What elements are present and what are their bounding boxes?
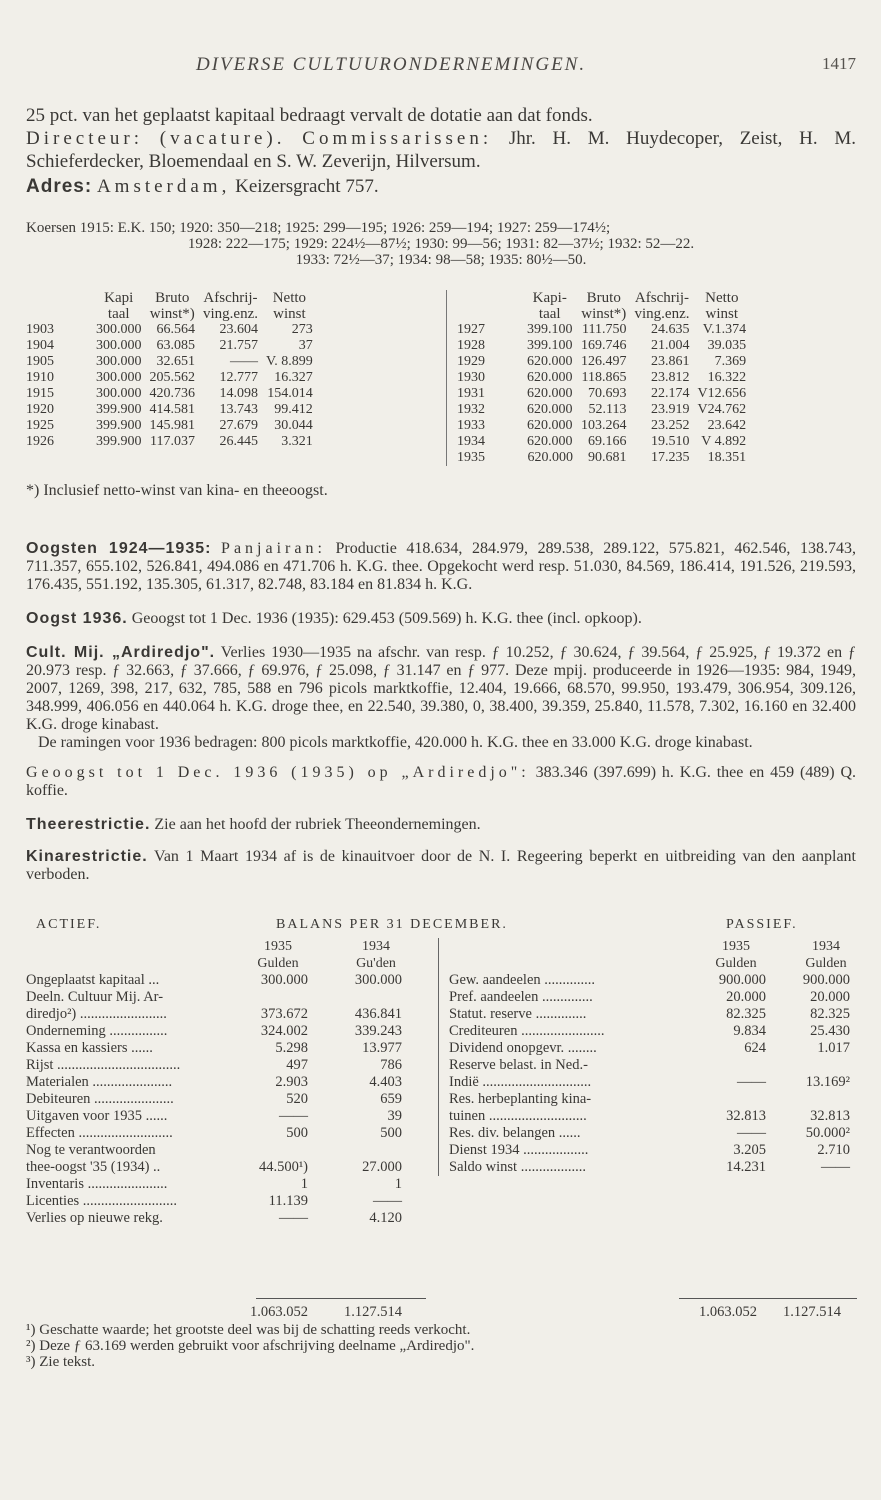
balance-item-value: 2.710 — [817, 1142, 850, 1158]
unit-gulden: Gulden — [805, 956, 847, 971]
kinarestrictie-label: Kinarestrictie. — [26, 848, 148, 865]
table-header-row — [447, 290, 751, 306]
balance-item-value: —— — [821, 1159, 850, 1175]
balance-item-value: 1 — [394, 1176, 402, 1192]
total-rule — [256, 1298, 426, 1299]
cell-kapitaal: 399.900 — [96, 402, 142, 417]
balance-item-value: 32.813 — [726, 1108, 766, 1124]
cell-netto: 154.014 — [267, 386, 313, 401]
balance-item-value: —— — [279, 1210, 308, 1226]
financial-table-right — [446, 290, 750, 466]
table-row — [26, 354, 317, 370]
year-1935: 1935 — [264, 939, 292, 954]
table-row — [26, 338, 317, 354]
balance-item-label: Debiteuren ...................... — [26, 1091, 174, 1107]
table-row — [447, 386, 751, 402]
balance-item-label: Nog te verantwoorden — [26, 1142, 156, 1158]
footnote-1: ¹) Geschatte waarde; het grootste deel was bij de schatting reeds verkocht. — [26, 1322, 471, 1338]
balance-row — [449, 1074, 856, 1091]
cell-netto: 30.044 — [274, 418, 313, 433]
balance-item-label: Deeln. Cultuur Mij. Ar- — [26, 989, 164, 1005]
document-page — [26, 44, 856, 1370]
passief-rows — [449, 972, 856, 1176]
balance-item-value: 500 — [380, 1125, 402, 1141]
balance-item-label: Materialen ...................... — [26, 1074, 173, 1090]
cell-year: 1929 — [457, 354, 485, 369]
cell-bruto: 117.037 — [150, 434, 195, 449]
balance-item-value: 4.120 — [369, 1210, 402, 1226]
balance-item-value: —— — [279, 1108, 308, 1124]
balance-item-value: 11.139 — [268, 1193, 308, 1209]
balance-row — [26, 972, 426, 989]
balance-item-value: 300.000 — [354, 972, 402, 988]
cell-netto: 39.035 — [707, 338, 747, 353]
balance-title: BALANS PER 31 DECEMBER. — [276, 917, 508, 932]
col-subheader: taal — [538, 306, 561, 322]
cell-year: 1904 — [26, 338, 54, 353]
cell-netto: 16.327 — [274, 370, 313, 385]
table-row — [447, 354, 751, 370]
cell-afschrijving: 13.743 — [219, 402, 258, 417]
table-footnote: *) Inclusief netto-winst van kina- en theeoogst. — [26, 482, 328, 499]
balance-item-value: 3.205 — [733, 1142, 766, 1158]
footnote-3: ³) Zie tekst. — [26, 1354, 96, 1370]
balance-row — [26, 1210, 426, 1227]
theerestrictie-block — [26, 816, 856, 834]
balance-item-label: Res. div. belangen ...... — [449, 1125, 581, 1141]
footnote-2: ²) Deze ƒ 63.169 werden gebruikt voor afschrijving deelname „Ardiredjo". — [26, 1338, 475, 1354]
col-header-netto: Netto — [272, 290, 307, 306]
cell-kapitaal: 399.100 — [527, 322, 573, 337]
cell-bruto: 63.085 — [156, 338, 195, 353]
col-subheader: winst — [705, 306, 739, 322]
cult-label: Cult. Mij. „Ardiredjo". — [26, 644, 216, 661]
cult-ramingen: De ramingen voor 1936 bedragen: 800 picols marktkoffie, 420.000 h. K.G. thee en 33.000 K.G. droge kinabast. — [38, 734, 753, 751]
col-header-netto: Netto — [705, 290, 739, 306]
balance-item-value: 900.000 — [718, 972, 766, 988]
theerestrictie-text: Zie aan het hoofd der rubriek Theeondernemingen. — [154, 816, 481, 833]
cell-year: 1930 — [457, 370, 485, 385]
balance-item-value: 32.813 — [810, 1108, 850, 1124]
cell-netto: V 4.892 — [701, 434, 747, 449]
cell-afschrijving: 23.861 — [650, 354, 690, 369]
cell-afschrijving: —— — [229, 354, 258, 369]
cell-netto: 23.642 — [707, 418, 747, 433]
cell-year: 1927 — [457, 322, 485, 337]
balance-item-value: 39 — [387, 1108, 402, 1124]
cell-bruto: 66.564 — [156, 322, 195, 337]
table-row — [447, 322, 751, 338]
balance-item-value: 20.000 — [810, 989, 850, 1005]
cell-netto: 18.351 — [707, 450, 747, 465]
cult-geoogst-label: Geoogst tot 1 Dec. 1936 (1935) op „Ardiredjo": — [26, 764, 530, 781]
balance-item-value: 82.325 — [726, 1006, 766, 1022]
cell-year: 1915 — [26, 386, 54, 401]
balance-item-value: 659 — [380, 1091, 402, 1107]
balance-item-label: Gew. aandeelen .............. — [449, 972, 596, 988]
table-header-row — [26, 290, 317, 306]
commissarissen-value: Jhr. H. M. Huydecoper, Zeist, H. M. Schieferdecker, Bloemendaal en S. W. Zeverijn, Hilversum. — [26, 128, 857, 172]
balance-item-label: tuinen ........................... — [449, 1108, 587, 1124]
balance-actief-heading: ACTIEF. — [36, 917, 102, 932]
balance-item-value: 339.243 — [354, 1023, 402, 1039]
table-row — [447, 338, 751, 354]
balance-row — [449, 989, 856, 1006]
cell-kapitaal: 620.000 — [527, 402, 573, 417]
table-row — [447, 402, 751, 418]
koersen-line-1: Koersen 1915: E.K. 150; 1920: 350—218; 1925: 299—195; 1926: 259—194; 1927: 259—174½; — [26, 220, 611, 236]
passief-total-row — [449, 1304, 847, 1321]
balance-row — [26, 1142, 426, 1159]
unit-gulden: Gulden — [715, 956, 757, 971]
cell-kapitaal: 620.000 — [527, 450, 573, 465]
cell-kapitaal: 300.000 — [96, 354, 142, 369]
table-row — [447, 370, 751, 386]
cell-afschrijving: 17.235 — [650, 450, 690, 465]
balance-item-value: 624 — [744, 1040, 766, 1056]
running-title: DIVERSE CULTUURONDERNEMINGEN. — [196, 54, 587, 75]
balance-item-label: Rijst .................................. — [26, 1057, 181, 1073]
balance-item-value: 500 — [286, 1125, 308, 1141]
theerestrictie-label: Theerestrictie. — [26, 816, 151, 833]
balance-item-value: —— — [737, 1125, 766, 1141]
cult-block — [26, 644, 856, 800]
cell-kapitaal: 300.000 — [96, 322, 142, 337]
cell-bruto: 111.750 — [582, 322, 627, 337]
balance-row — [449, 1040, 856, 1057]
cell-bruto: 69.166 — [588, 434, 627, 449]
cell-afschrijving: 19.510 — [650, 434, 690, 449]
balance-row — [26, 1108, 426, 1125]
cell-bruto: 32.651 — [156, 354, 195, 369]
cell-bruto: 52.113 — [588, 402, 627, 417]
table-row — [447, 418, 751, 434]
balance-item-label: Statut. reserve .............. — [449, 1006, 587, 1022]
oogst1936-label: Oogst 1936. — [26, 610, 128, 627]
balance-item-value: 4.403 — [369, 1074, 402, 1090]
cell-bruto: 414.581 — [149, 402, 195, 417]
balance-item-value: 1 — [300, 1176, 308, 1192]
cell-afschrijving: 23.812 — [650, 370, 690, 385]
actief-total-row — [26, 1304, 426, 1321]
balance-item-value: 50.000² — [805, 1125, 850, 1141]
balance-item-label: Uitgaven voor 1935 ...... — [26, 1108, 168, 1124]
cell-netto: 99.412 — [274, 402, 313, 417]
table-row — [26, 386, 317, 402]
cell-year: 1903 — [26, 322, 54, 337]
oogst1936-block — [26, 610, 856, 628]
cell-year: 1926 — [26, 434, 54, 449]
cell-bruto: 126.497 — [581, 354, 627, 369]
col-subheader: ving.enz. — [634, 306, 690, 322]
cell-kapitaal: 300.000 — [96, 338, 142, 353]
cell-year: 1925 — [26, 418, 54, 433]
cell-afschrijving: 12.777 — [219, 370, 258, 385]
cult-text: Verlies 1930—1935 na afschr. van resp. ƒ 10.252, ƒ 30.624, ƒ 39.564, ƒ 25.925, ƒ 19.372 en ƒ 20.973 resp. ƒ 32.663, ƒ 37.666, ƒ 69.976, ƒ 25.098, ƒ 31.147 en ƒ 977. Deze mpij. produceerde in 1926—1935: 984, 1949, 2007, 1269, 398, 217, 632, 785, 588 en 796 picols marktkoffie, 12.404, 19.666, 68.570, 99.950, 193.479, 306.954, 309.126, 348.999, 406.056 en 440.064 h. K.G. droge thee, en 22.540, 39.380, 0, 38.400, 39.359, 25.840, 11.578, 7.302, 16.160 en 32.400 K.G. droge kinabast. — [26, 644, 856, 733]
cell-netto: 273 — [291, 322, 313, 337]
balance-passief-heading: PASSIEF. — [726, 917, 798, 932]
balance-item-value: 1.017 — [817, 1040, 850, 1056]
cell-year: 1935 — [457, 450, 485, 465]
balance-item-label: Dividend onopgevr. ........ — [449, 1040, 597, 1056]
balance-headings — [26, 916, 856, 938]
cell-kapitaal: 620.000 — [527, 434, 573, 449]
cell-netto: 37 — [298, 338, 313, 353]
col-subheader: taal — [107, 306, 130, 322]
directeur-value: (vacature). — [159, 128, 286, 149]
balance-item-value: 20.000 — [726, 989, 766, 1005]
balance-actief-column — [26, 938, 426, 1320]
page-number: 1417 — [822, 54, 856, 73]
cell-netto: V12.656 — [697, 386, 747, 401]
oogsten-place: Panjairan: — [221, 540, 326, 557]
intro-line: 25 pct. van het geplaatst kapitaal bedraagt vervalt de dotatie aan dat fonds. — [26, 105, 593, 126]
col-header-bruto: Bruto — [155, 290, 190, 306]
col-header-kapitaal: Kapi — [104, 290, 134, 306]
balance-row — [26, 989, 426, 1006]
cell-kapitaal: 399.900 — [96, 418, 142, 433]
cell-netto: 16.322 — [707, 370, 747, 385]
balance-item-value: 27.000 — [362, 1159, 402, 1175]
balance-item-value: 436.841 — [354, 1006, 402, 1022]
total-rule — [679, 1298, 857, 1299]
balance-row — [449, 972, 856, 989]
balance-row — [449, 1091, 856, 1108]
cell-afschrijving: 23.252 — [650, 418, 690, 433]
balance-row — [449, 1159, 856, 1176]
cell-kapitaal: 620.000 — [527, 370, 573, 385]
balance-item-value: 520 — [286, 1091, 308, 1107]
balance-row — [26, 1006, 426, 1023]
cell-bruto: 90.681 — [588, 450, 627, 465]
cell-afschrijving: 22.174 — [650, 386, 690, 401]
balance-row — [449, 1108, 856, 1125]
col-subheader: winst — [273, 306, 306, 322]
actief-total-1934: 1.127.514 — [344, 1304, 402, 1320]
cell-netto: V24.762 — [697, 402, 747, 417]
balance-item-label: Pref. aandeelen .............. — [449, 989, 593, 1005]
cell-kapitaal: 399.100 — [527, 338, 573, 353]
balance-item-value: 2.903 — [275, 1074, 308, 1090]
cell-afschrijving: 26.445 — [219, 434, 258, 449]
balance-item-label: Res. herbeplanting kina- — [449, 1091, 592, 1107]
cult-geoogst-text: 383.346 (397.699) h. K.G. thee en 459 (489) Q. koffie. — [26, 764, 857, 799]
directeur-label: Directeur: — [26, 128, 144, 149]
cell-year: 1933 — [457, 418, 485, 433]
cell-bruto: 169.746 — [581, 338, 627, 353]
cell-afschrijving: 21.004 — [650, 338, 690, 353]
cell-afschrijving: 21.757 — [219, 338, 258, 353]
oogst1936-text: Geoogst tot 1 Dec. 1936 (1935): 629.453 (509.569) h. K.G. thee (incl. opkoop). — [131, 610, 642, 627]
col-header-afschrijving: Afschrij- — [634, 290, 690, 306]
balance-row — [26, 1023, 426, 1040]
passief-total-1934: 1.127.514 — [783, 1304, 841, 1320]
balance-row — [26, 1193, 426, 1210]
unit-gulden: Gu'den — [356, 956, 396, 971]
balance-item-value: 5.298 — [275, 1040, 308, 1056]
financial-table — [26, 290, 856, 480]
balance-item-label: Dienst 1934 .................. — [449, 1142, 589, 1158]
year-1934: 1934 — [362, 939, 390, 954]
cell-year: 1910 — [26, 370, 54, 385]
balance-item-value: 900.000 — [802, 972, 850, 988]
balance-row — [449, 1142, 856, 1159]
balance-item-label: Inventaris ...................... — [26, 1176, 168, 1192]
balance-item-value: 14.231 — [726, 1159, 766, 1175]
oogsten-block — [26, 540, 856, 594]
balance-item-label: Effecten .......................... — [26, 1125, 173, 1141]
balance-row — [26, 1159, 426, 1176]
col-header-bruto: Bruto — [586, 290, 621, 306]
balance-row — [26, 1074, 426, 1091]
balance-item-label: Kassa en kassiers ...... — [26, 1040, 153, 1056]
cell-year: 1928 — [457, 338, 485, 353]
balance-item-value: 497 — [286, 1057, 308, 1073]
cell-netto: 3.321 — [281, 434, 313, 449]
adres-city: Amsterdam, — [96, 176, 231, 197]
col-subheader: winst*) — [581, 306, 627, 322]
table-row — [447, 450, 751, 466]
adres-label: Adres: — [26, 176, 93, 197]
cell-afschrijving: 27.679 — [219, 418, 258, 433]
table-row — [447, 434, 751, 450]
balance-sheet — [26, 916, 856, 1336]
table-row — [26, 418, 317, 434]
koersen-block — [26, 220, 856, 268]
balance-item-label: diredjo²) ........................ — [26, 1006, 167, 1022]
balance-item-value: 373.672 — [260, 1006, 308, 1022]
cell-afschrijving: 14.098 — [219, 386, 258, 401]
actief-total-1935: 1.063.052 — [250, 1304, 308, 1320]
cell-bruto: 145.981 — [149, 418, 195, 433]
unit-gulden: Gulden — [257, 956, 299, 971]
year-1934: 1934 — [812, 939, 840, 954]
balance-row — [449, 1057, 856, 1074]
financial-table-left — [26, 290, 317, 450]
cell-bruto: 118.865 — [581, 370, 627, 385]
cell-year: 1934 — [457, 434, 485, 449]
balance-item-value: 25.430 — [810, 1023, 850, 1039]
balance-row — [26, 1057, 426, 1074]
cell-bruto: 103.264 — [581, 418, 627, 433]
koersen-line-2: 1928: 222—175; 1929: 224½—87½; 1930: 99—56; 1931: 82—37½; 1932: 52—22. — [187, 236, 695, 252]
balance-item-label: Ongeplaatst kapitaal ... — [26, 972, 160, 988]
running-head — [26, 44, 856, 84]
balance-row — [449, 1125, 856, 1142]
balance-item-label: Crediteuren ....................... — [449, 1023, 605, 1039]
cell-bruto: 420.736 — [149, 386, 195, 401]
oogsten-text: Productie 418.634, 284.979, 289.538, 289.122, 575.821, 462.546, 138.743, 711.357, 655.102, 526.841, 494.086 en 471.706 h. K.G. thee. Opgekocht werd resp. 51.030, 84.569, 186.414, 191.526, 219.593, 176.435, 551.192, 135.305, 61.317, 82.748, 83.184 en 81.834 h. K.G. — [26, 540, 856, 593]
passief-total-1935: 1.063.052 — [699, 1304, 757, 1320]
balance-item-label: Verlies op nieuwe rekg. — [26, 1210, 163, 1226]
cell-kapitaal: 620.000 — [527, 386, 573, 401]
commissarissen-label: Commissarissen: — [302, 128, 493, 149]
cell-year: 1932 — [457, 402, 485, 417]
cell-afschrijving: 24.635 — [650, 322, 690, 337]
table-row — [26, 434, 317, 450]
cell-bruto: 205.562 — [149, 370, 195, 385]
balance-item-value: 44.500¹) — [258, 1159, 308, 1175]
col-subheader: ving.enz. — [203, 306, 258, 322]
balance-item-label: Saldo winst .................. — [449, 1159, 586, 1175]
balance-item-value: 324.002 — [260, 1023, 308, 1039]
table-header-row — [447, 306, 751, 322]
adres-street: Keizersgracht 757. — [235, 176, 379, 197]
cell-year: 1905 — [26, 354, 54, 369]
cell-kapitaal: 399.900 — [96, 434, 142, 449]
balance-item-value: 13.977 — [362, 1040, 402, 1056]
balance-row — [26, 1176, 426, 1193]
balance-row — [26, 1091, 426, 1108]
balance-item-label: Onderneming ................ — [26, 1023, 168, 1039]
balance-row — [449, 1023, 856, 1040]
kinarestrictie-block — [26, 848, 856, 884]
actief-rows — [26, 972, 426, 1227]
table-row — [26, 370, 317, 386]
balance-passief-column — [438, 938, 856, 1320]
balance-row — [449, 1006, 856, 1023]
col-header-kapitaal: Kapi- — [532, 290, 567, 306]
balance-item-value: 786 — [380, 1057, 402, 1073]
cell-kapitaal: 300.000 — [96, 386, 142, 401]
balance-item-label: Licenties .......................... — [26, 1193, 178, 1209]
balance-item-label: Reserve belast. in Ned.- — [449, 1057, 588, 1073]
balance-item-value: 82.325 — [810, 1006, 850, 1022]
cell-kapitaal: 300.000 — [96, 370, 142, 385]
table-header-row — [26, 306, 317, 322]
cell-afschrijving: 23.604 — [219, 322, 258, 337]
koersen-line-3: 1933: 72½—37; 1934: 98—58; 1935: 80½—50. — [295, 252, 587, 268]
cell-netto: 7.369 — [714, 354, 747, 369]
cell-year: 1920 — [26, 402, 54, 417]
cell-kapitaal: 620.000 — [527, 354, 573, 369]
balance-item-value: —— — [373, 1193, 402, 1209]
balance-item-value: 13.169² — [805, 1074, 850, 1090]
cell-kapitaal: 620.000 — [527, 418, 573, 433]
kinarestrictie-text: Van 1 Maart 1934 af is de kinauitvoer door de N. I. Regeering beperkt en uitbreiding van den aanplant verboden. — [26, 848, 856, 883]
cell-netto: V. 8.899 — [265, 354, 313, 369]
balance-item-label: thee-oogst '35 (1934) .. — [26, 1159, 161, 1175]
balance-item-value: —— — [737, 1074, 766, 1090]
balance-item-value: 9.834 — [733, 1023, 766, 1039]
table-row — [26, 402, 317, 418]
cell-netto: V.1.374 — [702, 322, 747, 337]
balance-row — [26, 1040, 426, 1057]
table-row — [26, 322, 317, 338]
balance-item-label: Indië .............................. — [449, 1074, 592, 1090]
oogsten-label: Oogsten 1924—1935: — [26, 540, 212, 557]
cell-year: 1931 — [457, 386, 485, 401]
year-1935: 1935 — [722, 939, 750, 954]
col-subheader: winst*) — [149, 306, 195, 322]
intro-block — [26, 104, 856, 198]
col-header-afschrijving: Afschrij- — [203, 290, 258, 306]
balance-item-value: 300.000 — [260, 972, 308, 988]
balance-row — [26, 1125, 426, 1142]
cell-bruto: 70.693 — [588, 386, 627, 401]
cell-afschrijving: 23.919 — [650, 402, 690, 417]
